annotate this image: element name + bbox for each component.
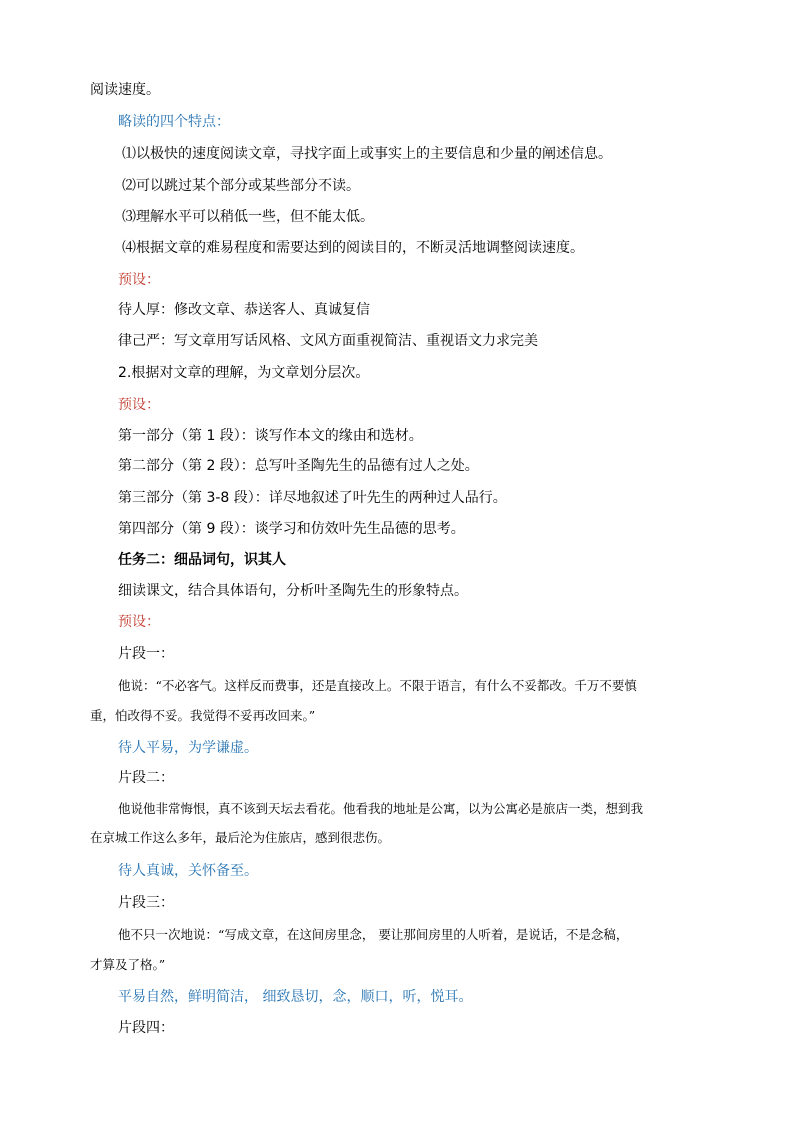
text-line: 第一部分（第 1 段）：谈写作本文的缘由和选材。	[118, 428, 423, 444]
quote-line: 才算及了格。”	[90, 957, 166, 972]
text-line: ⑷根据文章的难易程度和需要达到的阅读目的，不断灵活地调整阅读速度。	[122, 240, 584, 256]
preset-label: 预设：	[118, 397, 160, 413]
text-line: ⑶理解水平可以稍低一些，但不能太低。	[122, 209, 374, 225]
text-line: 阅读速度。	[90, 82, 160, 98]
fragment-label: 片段二：	[118, 770, 174, 786]
text-line: 律己严：写文章用写话风格、文风方面重视简洁、重视语文力求完美	[118, 333, 538, 349]
fragment-label: 片段一：	[118, 646, 174, 662]
preset-label: 预设：	[118, 272, 160, 288]
quote-line: 重，怕改得不妥。我觉得不妥再改回来。”	[90, 708, 316, 723]
text-line: 2.根据对文章的理解，为文章划分层次。	[118, 365, 370, 381]
text-line: ⑴以极快的速度阅读文章，寻找字面上或事实上的主要信息和少量的阐述信息。	[122, 146, 612, 162]
analysis-text: 待人平易，为学谦虚。	[118, 740, 258, 756]
fragment-label: 片段三：	[118, 895, 174, 911]
preset-label: 预设：	[118, 614, 160, 630]
text-line: 第三部分（第 3-8 段）：详尽地叙述了叶先生的两种过人品行。	[118, 490, 507, 506]
text-line: 第四部分（第 9 段）：谈学习和仿效叶先生品德的思考。	[118, 521, 465, 537]
text-line: 略读的四个特点：	[118, 114, 230, 130]
text-line: 待人厚：修改文章、恭送客人、真诚复信	[118, 302, 370, 318]
fragment-label: 片段四：	[118, 1020, 174, 1036]
text-line: 第二部分（第 2 段）：总写叶圣陶先生的品德有过人之处。	[118, 458, 479, 474]
quote-line: 他不只一次地说：“写成文章，在这间房里念， 要让那间房里的人听着，是说话，不是念稿，	[118, 927, 629, 942]
quote-line: 他说他非常悔恨，真不该到天坛去看花。他看我的地址是公寓，以为公寓必是旅店一类，想到我	[118, 801, 644, 816]
text-line: ⑵可以跳过某个部分或某些部分不读。	[122, 178, 360, 194]
quote-line: 他说：“不必客气。这样反而费事，还是直接改上。不限于语言，有什么不妥都改。千万不要慎	[118, 678, 637, 693]
quote-line: 在京城工作这么多年，最后沦为住旅店，感到很悲伤。	[90, 830, 391, 845]
analysis-text: 平易自然，鲜明简洁， 细致恳切，念，顺口，听，悦耳。	[118, 989, 473, 1005]
text-line: 细读课文，结合具体语句，分析叶圣陶先生的形象特点。	[118, 583, 468, 599]
section-heading: 任务二：细品词句，识其人	[118, 552, 286, 568]
analysis-text: 待人真诚，关怀备至。	[118, 863, 258, 879]
